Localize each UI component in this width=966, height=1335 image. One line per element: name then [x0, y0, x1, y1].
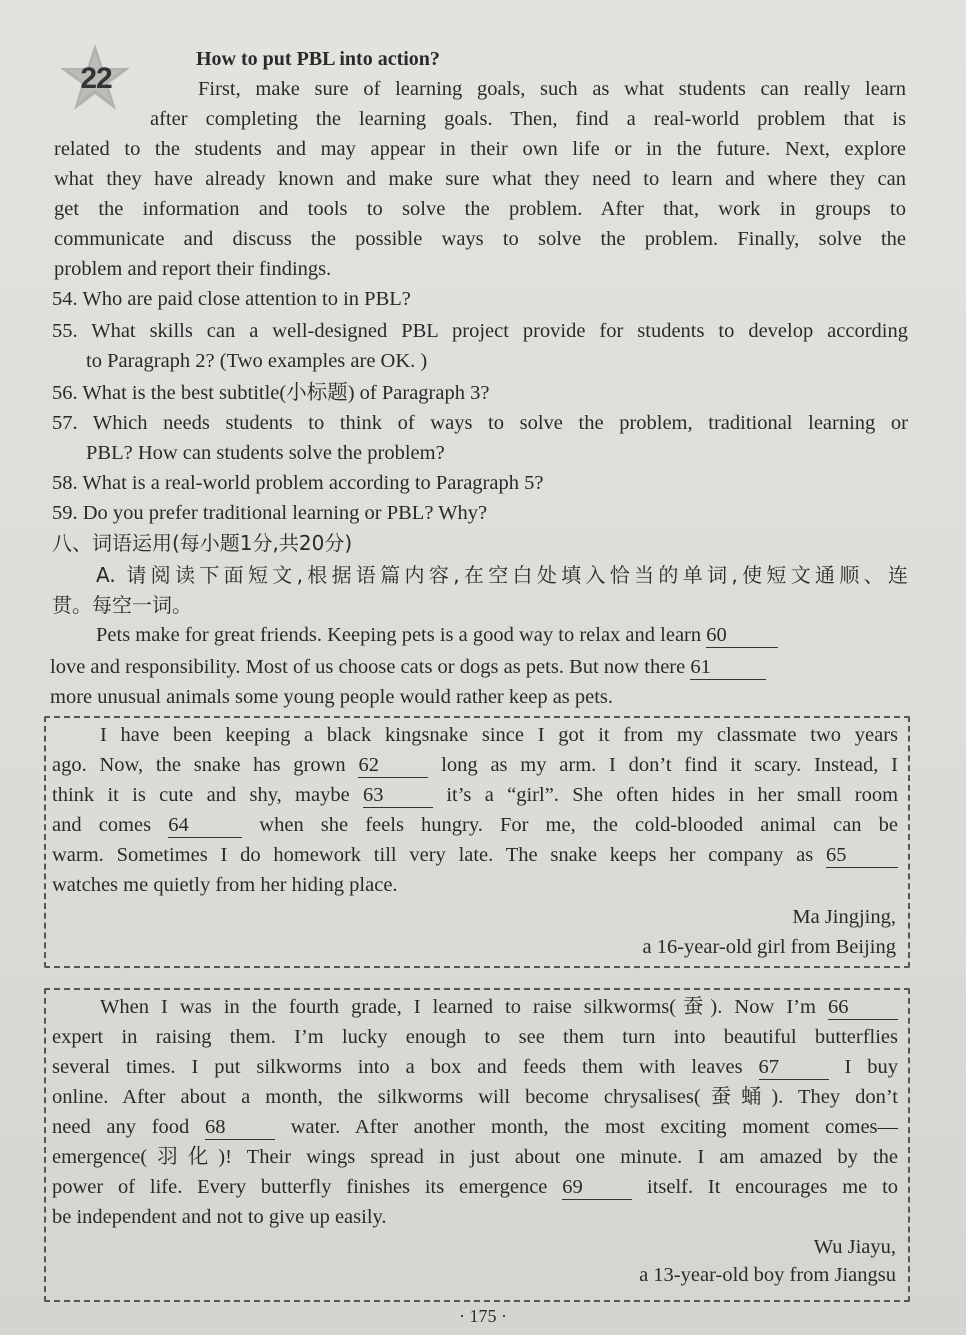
blank-62[interactable]: 62 [358, 753, 428, 778]
section-instruction-cont: 贯。每空一词。 [52, 593, 192, 617]
blank-65[interactable]: 65 [826, 843, 898, 868]
intro-line-2: love and responsibility. Most of us choose cats or dogs as pets. But now there 61 [50, 652, 906, 682]
intro-line-1: Pets make for great friends. Keeping pets is a good way to relax and learn 60 [96, 620, 904, 650]
blank-66[interactable]: 66 [828, 995, 898, 1020]
story1-line: watches me quietly from her hiding place. [52, 874, 398, 896]
question-58: 58. What is a real-world problem according to Paragraph 5? [52, 472, 544, 494]
story2-line: be independent and not to give up easily. [52, 1206, 387, 1228]
story2-line: need any food 68 water. After another month, the most exciting moment comes— [52, 1116, 899, 1138]
blank-64[interactable]: 64 [168, 813, 242, 838]
question-56: 56. What is the best subtitle(小标题) of Paragraph 3? [52, 382, 490, 404]
page-number: · 175 · [459, 1306, 507, 1326]
story2-author: Wu Jiayu, [813, 1236, 896, 1258]
story1-line: I have been keeping a black kingsnake since I got it from my classmate two years [100, 724, 898, 746]
section-instruction: A. 请阅读下面短文,根据语篇内容,在空白处填入恰当的单词,使短文通顺、连 [96, 563, 908, 587]
section-title: 八、词语运用(每小题1分,共20分) [52, 531, 353, 555]
paragraph-line: communicate and discuss the possible ways to solve the problem. Finally, solve the [54, 228, 906, 250]
story1-line: and comes 64 when she feels hungry. For me, the cold-blooded animal can be [52, 814, 899, 836]
intro-line-3: more unusual animals some young people would rather keep as pets. [50, 686, 614, 708]
story2-line: online. After about a month, the silkworms will become chrysalises(蚕蛹). They don’t [52, 1086, 898, 1108]
paragraph-line: get the information and tools to solve the problem. After that, work in groups to [54, 198, 906, 220]
story1-line: ago. Now, the snake has grown 62 long as my arm. I don’t find it scary. Instead, I [52, 754, 899, 776]
story1-line: warm. Sometimes I do homework till very late. The snake keeps her company as 65 [52, 840, 898, 870]
story2-author-desc: a 13-year-old boy from Jiangsu [639, 1264, 896, 1286]
story2-line: When I was in the fourth grade, I learned to raise silkworms(蚕). Now I’m 66 [100, 992, 898, 1022]
story1-author-desc: a 16-year-old girl from Beijing [642, 936, 896, 958]
question-57-cont: PBL? How can students solve the problem? [86, 442, 445, 464]
paragraph-line: what they have already known and make sure what they need to learn and where they can [54, 168, 906, 190]
blank-69[interactable]: 69 [562, 1175, 632, 1200]
story1-author: Ma Jingjing, [792, 906, 896, 928]
blank-61[interactable]: 61 [690, 655, 766, 680]
story1-line: think it is cute and shy, maybe 63 it’s a “girl”. She often hides in her small room [52, 784, 899, 806]
story2-line: power of life. Every butterfly finishes its emergence 69 itself. It encourages me to [52, 1176, 899, 1198]
blank-63[interactable]: 63 [363, 783, 433, 808]
story2-line: several times. I put silkworms into a box and feeds them with leaves 67 I buy [52, 1056, 899, 1078]
question-57: 57. Which needs students to think of ways to solve the problem, traditional learning or [52, 412, 908, 434]
blank-60[interactable]: 60 [706, 623, 778, 648]
section-heading: How to put PBL into action? [196, 48, 440, 70]
lesson-number: 22 [80, 62, 112, 95]
story2-line: emergence(羽化)! Their wings spread in just about one minute. I am amazed by the [52, 1146, 898, 1168]
question-55-cont: to Paragraph 2? (Two examples are OK. ) [86, 350, 428, 372]
question-59: 59. Do you prefer traditional learning or PBL? Why? [52, 502, 488, 524]
blank-67[interactable]: 67 [759, 1055, 829, 1080]
paragraph-line: related to the students and may appear in their own life or in the future. Next, explore [54, 138, 906, 160]
paragraph-line: First, make sure of learning goals, such as what students can really learn [198, 78, 906, 100]
paragraph-line: after completing the learning goals. Then, find a real-world problem that is [150, 108, 906, 130]
question-55: 55. What skills can a well-designed PBL project provide for students to develop according [52, 320, 908, 342]
paragraph-line: problem and report their findings. [54, 258, 332, 280]
blank-68[interactable]: 68 [205, 1115, 275, 1140]
story2-line: expert in raising them. I’m lucky enough to see them turn into beautiful butterflies [52, 1026, 898, 1048]
question-54: 54. Who are paid close attention to in PBL? [52, 288, 411, 310]
